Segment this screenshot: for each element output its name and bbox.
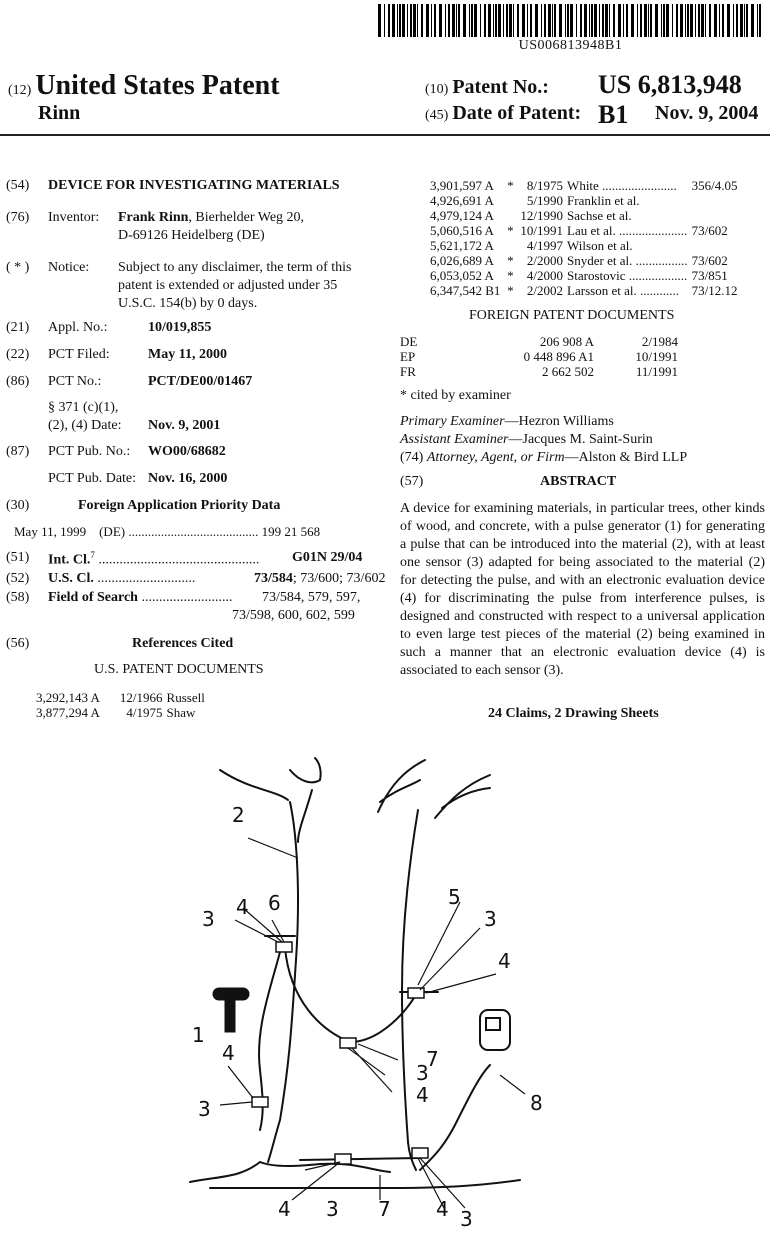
barcode-bar <box>661 4 662 37</box>
barcode-bar <box>445 4 446 37</box>
barcode-bar <box>439 4 442 37</box>
barcode-bar <box>687 4 689 37</box>
pct-pub-label: PCT Pub. No.: <box>48 444 131 459</box>
foreign-doc-date: 10/1991 <box>635 349 678 364</box>
us-doc-right-row <box>430 208 742 223</box>
us-doc-right-name: Starostovic .................. <box>567 268 688 283</box>
barcode-bar <box>471 4 473 37</box>
barcode-bar <box>548 4 551 37</box>
s371-value: Nov. 9, 2001 <box>148 418 221 433</box>
barcode-bar <box>421 4 423 37</box>
invention-title: DEVICE FOR INVESTIGATING MATERIALS <box>48 178 340 193</box>
us-doc-right-row <box>430 193 742 208</box>
barcode-bar <box>458 4 460 37</box>
barcode-bar <box>591 4 593 37</box>
appl-code: (21) <box>6 320 30 335</box>
us-doc-right-date: 12/1990 <box>520 208 564 223</box>
abstract-text: A device for examining materials, in particular trees, other kinds of wood, and concrete, with a pulse generator (1) for generating a pulse that can be introduced into the material (2), with at least one sensor (3) adapted for being associated to the material (2) for detecting the pulse, and with an electronic evaluation device (4) for discriminating the pulse from interference pulses, is designed and constructed with respect to a universal application to even large test pieces of the material (2) being examined in such a manner that an electronic evaluation device (4) is associated to each sensor (3). <box>400 501 765 678</box>
us-doc-left-date: 4/1975 <box>126 705 163 720</box>
barcode-bar <box>727 4 730 37</box>
barcode-bar <box>488 4 491 37</box>
barcode-bar <box>705 4 706 37</box>
us-doc-right-cls: 73/12.12 <box>691 283 738 298</box>
uscl-label: U.S. Cl. <box>48 571 94 586</box>
intcl-label: Int. Cl. <box>48 552 91 568</box>
sensor-lower-left <box>252 1097 268 1107</box>
priority-line: May 11, 1999 (DE) ........................................ 199 21 568 <box>14 524 321 539</box>
figure-label: 1 <box>192 1023 205 1047</box>
figure-label: 3 <box>484 907 497 931</box>
pct-no-label: PCT No.: <box>48 374 102 389</box>
primary-examiner <box>400 414 614 430</box>
us-docs-left <box>36 690 213 720</box>
foreign-docs-title: FOREIGN PATENT DOCUMENTS <box>469 308 675 323</box>
figure-label: 4 <box>222 1041 235 1065</box>
barcode-bar <box>484 4 486 37</box>
fos-dots: .......................... <box>137 590 233 605</box>
barcode-bar <box>580 4 582 37</box>
barcode-bar <box>541 4 542 37</box>
inventor-address-2: D-69126 Heidelberg (DE) <box>118 228 265 243</box>
barcode-bar <box>535 4 538 37</box>
date-label: Date of Patent: <box>452 102 582 124</box>
us-doc-left-cls <box>209 705 213 720</box>
barcode-bar <box>469 4 470 37</box>
uscl-primary: 73/584 <box>254 571 293 586</box>
device-box <box>480 1010 510 1050</box>
us-doc-right-name: Snyder et al. ................ <box>567 253 688 268</box>
uscl-values <box>254 571 385 587</box>
inventor-name: Frank Rinn <box>118 210 189 225</box>
doc-kind-code: (12) <box>8 83 32 98</box>
barcode-bar <box>719 4 720 37</box>
inventor-address-1: , Bierhelder Weg 20, <box>188 210 305 225</box>
us-doc-right-row <box>430 253 742 268</box>
barcode-bar <box>378 4 381 37</box>
us-doc-right-cls <box>692 193 742 208</box>
barcode-bar <box>544 4 546 37</box>
barcode-bar <box>746 4 748 37</box>
figure-label: 4 <box>436 1197 449 1221</box>
us-doc-right-star <box>504 208 520 223</box>
header-rule <box>0 134 770 136</box>
figure-label: 7 <box>378 1197 391 1221</box>
attorney-label: Attorney, Agent, or Firm <box>426 450 565 465</box>
figure-label: 6 <box>268 891 281 915</box>
header-left <box>8 70 280 102</box>
barcode-bar <box>410 4 412 37</box>
barcode-bar <box>384 4 385 37</box>
barcode-bar <box>456 4 457 37</box>
figure-label: 3 <box>460 1207 473 1230</box>
barcode-bar <box>554 4 556 37</box>
attorney-code: (74) <box>400 450 424 465</box>
fos-line-2: 73/598, 600, 602, 599 <box>232 608 355 623</box>
foreign-doc-row <box>400 334 682 349</box>
barcode-bar <box>740 4 743 37</box>
foreign-docs <box>400 334 682 379</box>
pct-no-code: (86) <box>6 374 30 389</box>
barcode-number: US006813948B1 <box>518 38 623 53</box>
barcode-bar <box>631 4 634 37</box>
uscl-rest: ; 73/600; 73/602 <box>292 571 386 586</box>
foreign-doc-cc: DE <box>400 334 418 349</box>
figure-label: 4 <box>278 1197 291 1221</box>
figure-label: 4 <box>236 895 249 919</box>
appl-label: Appl. No.: <box>48 320 108 335</box>
barcode-bar <box>609 4 610 37</box>
date-row <box>425 102 581 125</box>
foreign-doc-row <box>400 349 682 364</box>
us-doc-right-row <box>430 223 742 238</box>
intcl-value: G01N 29/04 <box>292 550 363 565</box>
fos-code: (58) <box>6 590 30 605</box>
us-doc-right-cls <box>692 208 742 223</box>
barcode-bar <box>495 4 497 37</box>
patent-no-label: Patent No.: <box>452 76 549 98</box>
barcode-bar <box>559 4 562 37</box>
us-doc-right-date: 2/2000 <box>526 253 564 268</box>
barcode-bar <box>474 4 477 37</box>
us-doc-right-date: 2/2002 <box>526 283 564 298</box>
sensor-upper-right <box>408 988 424 998</box>
barcode-bar <box>506 4 508 37</box>
notice-line-3: U.S.C. 154(b) by 0 days. <box>118 296 258 311</box>
figure-label: 4 <box>416 1083 429 1107</box>
barcode-bar <box>650 4 652 37</box>
primary-examiner-name: —Hezron Williams <box>504 414 614 429</box>
abstract-code: (57) <box>400 474 424 489</box>
pct-filed-code: (22) <box>6 347 30 362</box>
us-doc-right-date: 4/1997 <box>526 238 564 253</box>
us-doc-left-name: Russell <box>166 690 205 705</box>
foreign-doc-cc: EP <box>400 349 416 364</box>
foreign-doc-no: 2 662 502 <box>542 364 594 379</box>
barcode-bar <box>733 4 734 37</box>
priority-title: Foreign Application Priority Data <box>78 498 281 513</box>
us-doc-right-no: 5,060,516 A <box>430 223 494 238</box>
us-doc-left-star <box>104 705 120 720</box>
barcode-bar <box>594 4 597 37</box>
barcode-bar <box>576 4 577 37</box>
us-doc-right-name: Sachse et al. <box>567 208 632 223</box>
figure-label: 3 <box>198 1097 211 1121</box>
s371-line-1: § 371 (c)(1), <box>48 400 119 415</box>
us-doc-right-name: Franklin et al. <box>567 193 640 208</box>
barcode-bar <box>463 4 466 37</box>
s371-line-2: (2), (4) Date: <box>48 418 122 433</box>
intcl-line <box>48 550 259 569</box>
us-doc-right-star: * <box>507 223 514 238</box>
barcode-bar <box>676 4 678 37</box>
us-doc-right-date: 4/2000 <box>526 268 564 283</box>
foreign-doc-date: 11/1991 <box>635 364 678 379</box>
us-doc-right-star: * <box>507 268 514 283</box>
barcode-bar <box>759 4 761 37</box>
barcode-bar <box>722 4 724 37</box>
refs-code: (56) <box>6 636 30 651</box>
barcode-bar <box>527 4 528 37</box>
foreign-doc-row <box>400 364 682 379</box>
us-doc-right-cls: 356/4.05 <box>691 178 738 193</box>
hammer-icon <box>213 988 249 1032</box>
us-doc-right-name: Larsson et al. ............ <box>567 283 679 298</box>
barcode-bar <box>623 4 624 37</box>
barcode-bar <box>605 4 608 37</box>
barcode-bar <box>655 4 658 37</box>
pct-pub-code: (87) <box>6 444 30 459</box>
us-doc-right-no: 4,979,124 A <box>430 208 494 223</box>
figure-label: 8 <box>530 1091 543 1115</box>
barcode-bar <box>599 4 600 37</box>
barcode-bar <box>503 4 504 37</box>
inventor-line1 <box>118 210 304 226</box>
barcode-bar <box>714 4 717 37</box>
us-doc-right-row <box>430 178 742 193</box>
barcode-bar <box>570 4 573 37</box>
us-doc-right-cls: 73/851 <box>691 268 728 283</box>
us-doc-right-star: * <box>507 253 514 268</box>
attorney-line <box>400 450 687 466</box>
barcode-bar <box>613 4 615 37</box>
inventor-short: Rinn <box>38 102 81 124</box>
us-doc-right-cls: 73/602 <box>691 253 728 268</box>
assistant-examiner <box>400 432 653 448</box>
us-doc-right-cls <box>692 238 742 253</box>
us-doc-left-row <box>36 705 213 720</box>
barcode-bar <box>530 4 532 37</box>
barcode-bar <box>399 4 401 37</box>
notice-code: ( * ) <box>6 260 30 275</box>
us-doc-right-star: * <box>507 178 514 193</box>
us-doc-left-date: 12/1966 <box>119 690 163 705</box>
barcode-bar <box>426 4 429 37</box>
pct-pub-date-value: Nov. 16, 2000 <box>148 471 228 486</box>
barcode-bar <box>672 4 673 37</box>
pct-no-value: PCT/DE00/01467 <box>148 374 253 389</box>
us-doc-left-star <box>104 690 120 705</box>
pct-pub-value: WO00/68682 <box>148 444 226 459</box>
barcode-bar <box>407 4 408 37</box>
barcode-bar <box>509 4 512 37</box>
fos-label: Field of Search <box>48 590 138 605</box>
barcode-bar <box>690 4 693 37</box>
patent-no-row <box>425 76 549 99</box>
barcode-bar <box>565 4 566 37</box>
barcode-bar <box>413 4 416 37</box>
primary-examiner-label: Primary Examiner <box>400 414 505 429</box>
foreign-doc-cc: FR <box>400 364 416 379</box>
pct-filed-label: PCT Filed: <box>48 347 110 362</box>
barcode-bar <box>584 4 587 37</box>
abstract-title: ABSTRACT <box>540 474 617 489</box>
us-doc-right-no: 4,926,691 A <box>430 193 494 208</box>
us-doc-right-no: 5,621,172 A <box>430 238 494 253</box>
us-doc-right-name: Wilson et al. <box>567 238 633 253</box>
notice-line-2: patent is extended or adjusted under 35 <box>118 278 338 293</box>
barcode-bar <box>392 4 395 37</box>
figure-label: 3 <box>202 907 215 931</box>
barcode-bar <box>513 4 514 37</box>
barcode-bar <box>522 4 525 37</box>
figure-labels <box>192 803 543 1230</box>
us-doc-right-star <box>504 193 520 208</box>
us-doc-left-cls <box>209 690 213 705</box>
barcode-bar <box>648 4 649 37</box>
sensor-bottom-right <box>412 1148 428 1158</box>
barcode-bar <box>480 4 481 37</box>
priority-code: (30) <box>6 498 30 513</box>
us-doc-right-cls: 73/602 <box>691 223 728 238</box>
fos-line-1: 73/584, 579, 597, <box>262 590 361 605</box>
refs-title: References Cited <box>132 636 234 651</box>
uscl-dots: ............................ <box>93 571 196 586</box>
barcode-bar <box>552 4 553 37</box>
foreign-doc-no: 0 448 896 A1 <box>523 349 594 364</box>
barcode-bar <box>567 4 569 37</box>
barcode-bar <box>744 4 745 37</box>
assistant-examiner-label: Assistant Examiner <box>400 432 509 447</box>
fos-line <box>48 590 232 606</box>
barcode-bar <box>757 4 758 37</box>
intcl-sup: 7 <box>90 550 95 560</box>
figure-label: 2 <box>232 803 245 827</box>
us-doc-right-date: 10/1991 <box>520 223 564 238</box>
figure-label: 4 <box>498 949 511 973</box>
us-doc-right-row <box>430 238 742 253</box>
sensor-upper-left <box>276 942 292 952</box>
pct-filed-value: May 11, 2000 <box>148 347 227 362</box>
intcl-code: (51) <box>6 550 30 565</box>
barcode-bar <box>388 4 390 37</box>
us-doc-right-date: 5/1990 <box>526 193 564 208</box>
inventor-label: Inventor: <box>48 210 100 225</box>
us-docs-right <box>430 178 742 298</box>
us-doc-right-name: White ....................... <box>567 178 677 193</box>
patent-no-value: US 6,813,948 B1 <box>598 70 742 129</box>
appl-value: 10/019,855 <box>148 320 212 335</box>
us-doc-right-no: 6,026,689 A <box>430 253 494 268</box>
barcode-bar <box>452 4 455 37</box>
date-code: (45) <box>425 108 449 123</box>
barcode-bar <box>448 4 450 37</box>
barcode-bar <box>602 4 604 37</box>
us-doc-left-no: 3,292,143 A <box>36 690 100 705</box>
uscl-line <box>48 571 195 587</box>
barcode-bar <box>751 4 754 37</box>
barcode-bar <box>402 4 405 37</box>
barcode-bar <box>431 4 432 37</box>
us-doc-right-no: 3,901,597 A <box>430 178 494 193</box>
barcode-bar <box>517 4 519 37</box>
foreign-doc-no: 206 908 A <box>539 334 594 349</box>
us-doc-right-no: 6,053,052 A <box>430 268 494 283</box>
barcode-bar <box>736 4 738 37</box>
barcode-bar <box>698 4 700 37</box>
date-value: Nov. 9, 2004 <box>655 102 759 124</box>
inventor-code: (76) <box>6 210 30 225</box>
barcode-bar <box>640 4 642 37</box>
figure-label: 5 <box>448 885 461 909</box>
barcode-bar <box>637 4 638 37</box>
patent-office-title: United States Patent <box>35 70 280 101</box>
barcode-bar <box>685 4 686 37</box>
title-code: (54) <box>6 178 30 193</box>
attorney-name: —Alston & Bird LLP <box>564 450 688 465</box>
us-doc-right-star: * <box>507 283 514 298</box>
us-doc-right-row <box>430 268 742 283</box>
barcode-bar <box>644 4 647 37</box>
barcode-bar <box>397 4 398 37</box>
us-doc-left-row <box>36 690 213 705</box>
barcode-bar <box>680 4 683 37</box>
claims-summary: 24 Claims, 2 Drawing Sheets <box>488 706 659 721</box>
figure-label: 7 <box>426 1047 439 1071</box>
barcode <box>378 4 763 37</box>
patent-no-code: (10) <box>425 82 449 97</box>
us-doc-right-star <box>504 238 520 253</box>
barcode-bar <box>618 4 621 37</box>
uscl-code: (52) <box>6 571 30 586</box>
cited-by-examiner: * cited by examiner <box>400 388 511 403</box>
pct-pub-date-label: PCT Pub. Date: <box>48 471 137 486</box>
figure-label: 3 <box>416 1061 429 1085</box>
us-doc-right-date: 8/1975 <box>526 178 564 193</box>
barcode-bar <box>701 4 704 37</box>
foreign-doc-date: 2/1984 <box>641 334 678 349</box>
barcode-bar <box>709 4 711 37</box>
us-doc-right-row <box>430 283 742 298</box>
us-doc-right-name: Lau et al. ..................... <box>567 223 688 238</box>
barcode-bar <box>417 4 418 37</box>
barcode-bar <box>493 4 494 37</box>
intcl-dots: .............................................. <box>94 552 260 568</box>
us-docs-title: U.S. PATENT DOCUMENTS <box>94 662 264 677</box>
us-doc-left-no: 3,877,294 A <box>36 705 100 720</box>
barcode-bar <box>498 4 501 37</box>
barcode-bar <box>589 4 590 37</box>
barcode-bar <box>666 4 669 37</box>
barcode-bar <box>626 4 628 37</box>
barcode-bar <box>695 4 696 37</box>
notice-label: Notice: <box>48 260 90 275</box>
sensor-center <box>340 1038 356 1048</box>
us-doc-right-no: 6,347,542 B1 <box>430 283 501 298</box>
assistant-examiner-name: —Jacques M. Saint-Surin <box>508 432 653 447</box>
figure-label: 3 <box>326 1197 339 1221</box>
notice-line-1: Subject to any disclaimer, the term of this <box>118 260 352 275</box>
barcode-bar <box>663 4 665 37</box>
barcode-bar <box>434 4 436 37</box>
tree-drawing <box>180 730 570 1230</box>
us-doc-left-name: Shaw <box>166 705 196 720</box>
